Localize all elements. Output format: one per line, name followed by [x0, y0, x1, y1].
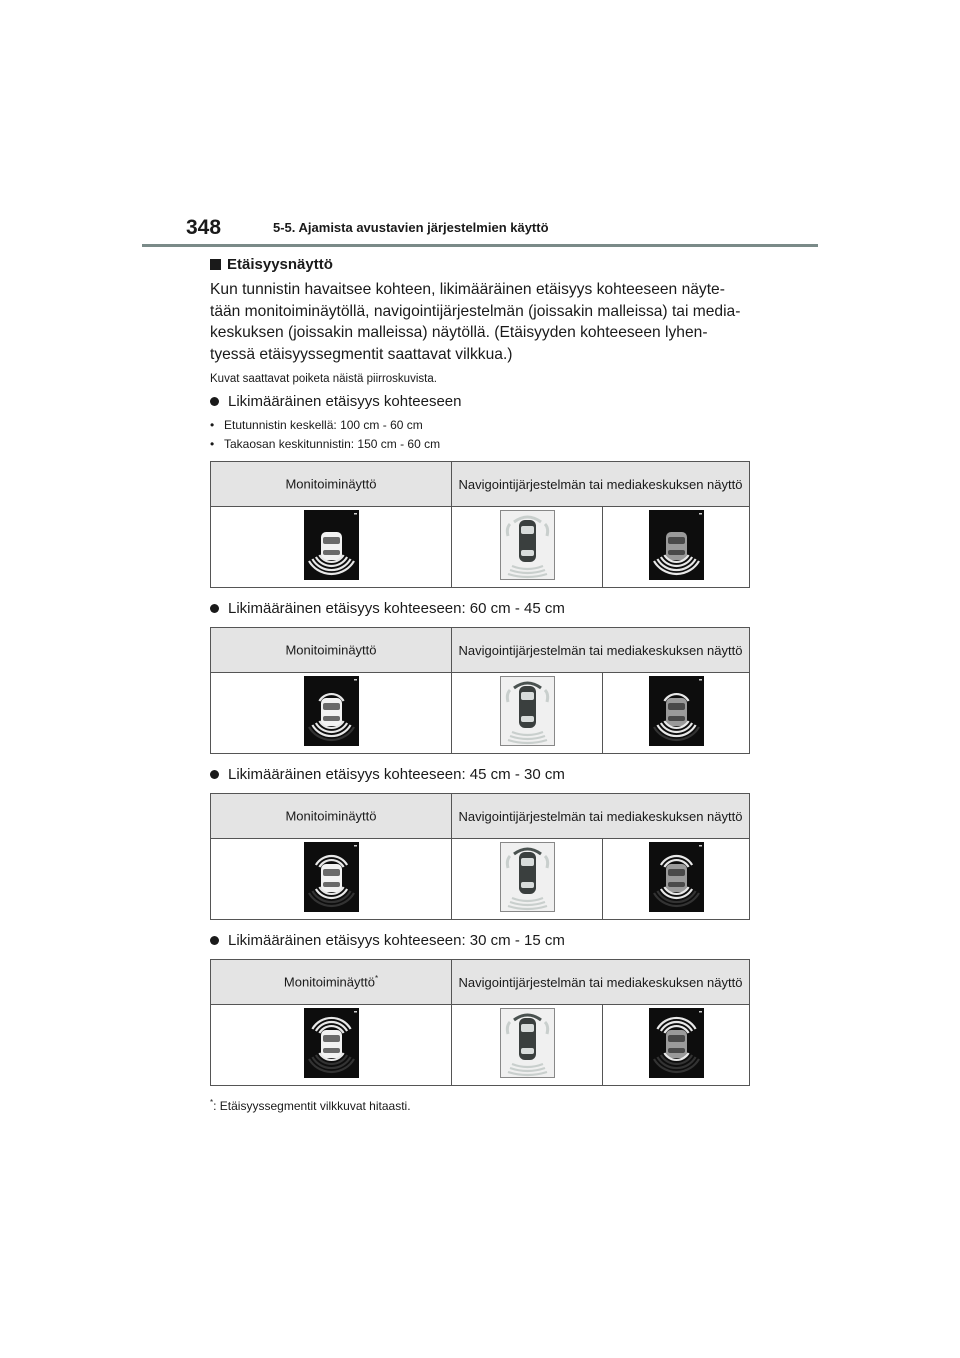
header-navigation-display: Navigointijärjestelmän tai mediakeskuksen näyttö [452, 462, 750, 507]
bullet-text: Likimääräinen etäisyys kohteeseen [228, 393, 462, 410]
navigation-display-icon [500, 1008, 555, 1078]
header-navigation-display: Navigointijärjestelmän tai mediakeskuksen näyttö [452, 628, 750, 673]
bullet-dot-icon [210, 936, 219, 945]
distance-bullet [210, 766, 750, 783]
monitor-front-display-icon [304, 1008, 359, 1078]
header-navigation-display: Navigointijärjestelmän tai mediakeskuksen näyttö [452, 794, 750, 839]
display-table [210, 461, 750, 588]
bullet-dot-icon [210, 770, 219, 779]
navigation-display-cell [452, 839, 603, 920]
rear-display-cell [603, 673, 750, 754]
section-title-text: Etäisyysnäyttö [227, 256, 333, 273]
distance-block [210, 393, 750, 588]
monitor-front-display-icon [304, 842, 359, 912]
intro-paragraph [210, 279, 750, 365]
navigation-display-cell [452, 507, 603, 588]
footnote [210, 1098, 750, 1113]
paragraph-line: tään monitoiminäytöllä, navigointijärjestelmän (joissakin malleissa) tai media- [210, 302, 741, 320]
display-table [210, 959, 750, 1086]
header-multi-display-text: Monitoiminäyttö [285, 476, 377, 492]
navigation-display-icon [500, 510, 555, 580]
monitor-rear-display-icon [649, 676, 704, 746]
paragraph-line: tyessä etäisyyssegmentit saattavat vilkkua.) [210, 345, 513, 363]
sub-bullet-icon: • [210, 418, 215, 432]
page-header [142, 210, 818, 250]
header-multi-display [211, 628, 452, 673]
distance-block [210, 932, 750, 1086]
header-multi-display-text: Monitoiminäyttö [285, 808, 377, 824]
bullet-dot-icon [210, 397, 219, 406]
bullet-text: Likimääräinen etäisyys kohteeseen: 60 cm - 45 cm [228, 600, 565, 617]
navigation-display-cell [452, 673, 603, 754]
square-bullet-icon [210, 259, 221, 270]
rear-display-cell [603, 1005, 750, 1086]
sub-item [210, 418, 750, 432]
footnote-ref: * [374, 974, 379, 984]
section-title [210, 256, 750, 273]
navigation-display-icon [500, 676, 555, 746]
chapter-title: 5-5. Ajamista avustavien järjestelmien käyttö [273, 220, 549, 235]
monitor-front-display-icon [304, 510, 359, 580]
distance-blocks [210, 393, 750, 1086]
navigation-display-icon [500, 842, 555, 912]
header-navigation-display: Navigointijärjestelmän tai mediakeskuksen näyttö [452, 960, 750, 1005]
distance-bullet [210, 932, 750, 949]
sub-item-text: Etutunnistin keskellä: 100 cm - 60 cm [224, 418, 423, 432]
monitor-display-cell [211, 673, 452, 754]
display-table [210, 793, 750, 920]
content [210, 256, 750, 1113]
monitor-front-display-icon [304, 676, 359, 746]
header-multi-display [211, 960, 452, 1005]
monitor-rear-display-icon [649, 842, 704, 912]
display-table [210, 627, 750, 754]
navigation-display-cell [452, 1005, 603, 1086]
sub-item [210, 437, 750, 451]
rear-display-cell [603, 839, 750, 920]
rear-display-cell [603, 507, 750, 588]
monitor-display-cell [211, 839, 452, 920]
bullet-dot-icon [210, 604, 219, 613]
header-multi-display [211, 794, 452, 839]
monitor-rear-display-icon [649, 510, 704, 580]
distance-block [210, 766, 750, 920]
paragraph-line: keskuksen (joissakin malleissa) näytöllä. (Etäisyyden kohteeseen lyhen- [210, 324, 708, 341]
bullet-text: Likimääräinen etäisyys kohteeseen: 30 cm - 15 cm [228, 932, 565, 949]
page-number: 348 [186, 216, 222, 239]
header-multi-display [211, 462, 452, 507]
distance-block [210, 600, 750, 754]
monitor-display-cell [211, 1005, 452, 1086]
distance-bullet [210, 600, 750, 617]
illustration-note: Kuvat saattavat poiketa näistä piirroskuvista. [210, 373, 437, 385]
sub-item-text: Takaosan keskitunnistin: 150 cm - 60 cm [224, 437, 441, 451]
footnote-marker: * [210, 1098, 214, 1107]
header-multi-display-text: Monitoiminäyttö [285, 642, 377, 658]
header-rule [142, 244, 818, 247]
paragraph-line: Kun tunnistin havaitsee kohteen, likimääräinen etäisyys kohteeseen näyte- [210, 281, 725, 298]
monitor-rear-display-icon [649, 1008, 704, 1078]
monitor-display-cell [211, 507, 452, 588]
sub-bullet-icon: • [210, 437, 215, 451]
bullet-text: Likimääräinen etäisyys kohteeseen: 45 cm - 30 cm [228, 766, 565, 783]
footnote-text: : Etäisyyssegmentit vilkkuvat hitaasti. [213, 1099, 411, 1113]
header-multi-display-text: Monitoiminäyttö [283, 974, 375, 990]
distance-bullet [210, 393, 750, 410]
